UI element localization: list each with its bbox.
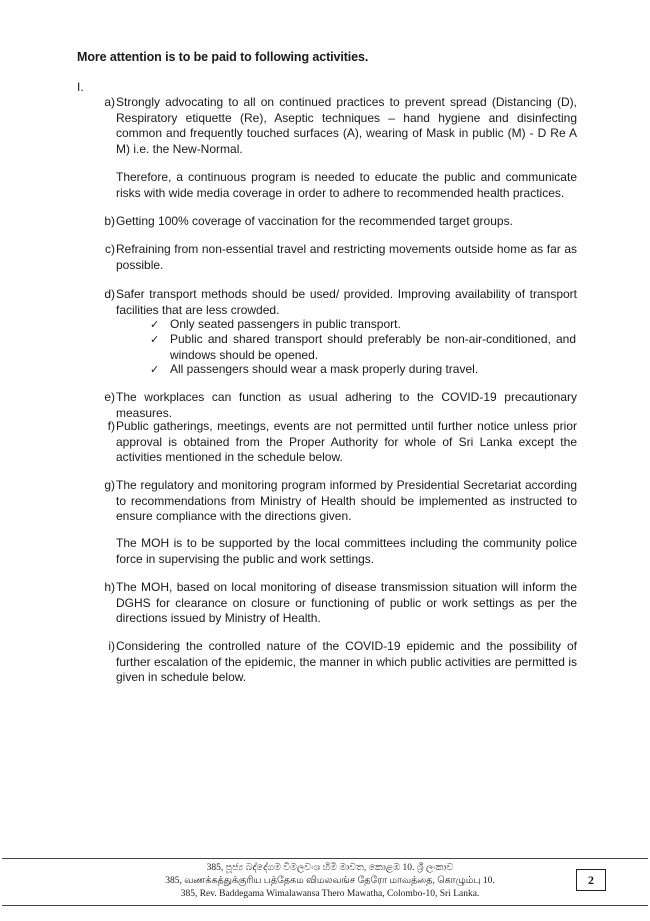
list-item-d [93,287,577,318]
item-text: The regulatory and monitoring program informed by Presidential Secretariat according to recommendations from Ministry of Health should be implemented as instructed to ensure compliance with the directions given. [116,478,577,523]
checkmark-icon: ✓ [150,333,160,346]
list-item-i [93,639,577,686]
check-item-text: Public and shared transport should preferably be non-air-conditioned, and windows should be opened. [170,332,576,362]
page-heading: More attention is to be paid to following activities. [77,50,369,64]
item-label: a) [104,95,115,109]
item-label: f) [107,419,115,433]
item-text: Refraining from non-essential travel and restricting movements outside home as far as possible. [116,242,577,272]
item-label: i) [108,639,115,653]
item-label: b) [104,214,115,228]
section-numeral: I. [77,80,84,94]
item-g-paragraph: The MOH is to be supported by the local committees including the community police force in supervising the public and work settings. [116,536,577,566]
item-text: The workplaces can function as usual adhering to the COVID-19 precautionary measures. [116,390,577,420]
item-label: h) [104,580,115,594]
check-item-text: Only seated passengers in public transport. [170,317,401,331]
page-number: 2 [576,869,606,891]
check-item-text: All passengers should wear a mask properly during travel. [170,362,479,376]
item-text: Getting 100% coverage of vaccination for the recommended target groups. [116,214,513,228]
checkmark-icon: ✓ [150,363,160,376]
item-a-paragraph: Therefore, a continuous program is needed to educate the public and communicate risks with wide media coverage in order to adhere to recommended health practices. [116,170,577,200]
item-text: Considering the controlled nature of the COVID-19 epidemic and the possibility of further escalation of the epidemic, the manner in which public activities are permitted is given in schedule below. [116,639,577,684]
list-item-e [93,390,577,421]
item-text: Public gatherings, meetings, events are not permitted until further notice unless prior approval is obtained from the Proper Authority for whole of Sri Lanka except the activities mentioned in the schedule below. [116,419,577,464]
list-item-a [93,95,577,157]
item-text: The MOH, based on local monitoring of disease transmission situation will inform the DGHS for clearance on closure or functioning of public or work settings as per the directions issued by Ministry of Health. [116,580,577,625]
list-item-f [93,419,577,466]
checkmark-icon: ✓ [150,318,160,331]
list-item-c [93,242,577,273]
list-item-g [93,478,577,525]
item-label: d) [104,287,115,301]
check-item [150,362,576,378]
check-item [150,332,576,363]
item-text: Strongly advocating to all on continued practices to prevent spread (Distancing (D), Respiratory etiquette (Re), Aseptic techniques – hand hygiene and disinfecting common and frequently touched surfaces (A), wearing of Mask in public (M) - D Re A M) i.e. the New-Normal. [116,95,577,156]
item-label: c) [105,242,115,256]
check-item [150,317,576,333]
footer-divider-bottom [2,905,648,906]
item-text: Safer transport methods should be used/ provided. Improving availability of transport facilities that are less crowded. [116,287,577,317]
item-label: e) [104,390,115,404]
footer-address-tamil: 385, வணக்கத்துக்குரிய பத்தேகம விமலவங்ச தேரோ மாவத்தை, கொழும்பு 10. [165,876,495,886]
footer-address-english: 385, Rev. Baddegama Wimalawansa Thero Mawatha, Colombo-10, Sri Lanka. [180,889,480,899]
footer-divider-top [2,858,648,859]
list-item-h [93,580,577,627]
item-label: g) [104,478,115,492]
list-item-b [93,214,577,230]
footer-address [150,862,510,901]
footer-address-sinhala: 385, පූජ්‍ය බද්දේගම විමලවංශ හිමි මාවත, කොළඹ 10. ශ්‍රී ලංකාව [206,863,454,873]
